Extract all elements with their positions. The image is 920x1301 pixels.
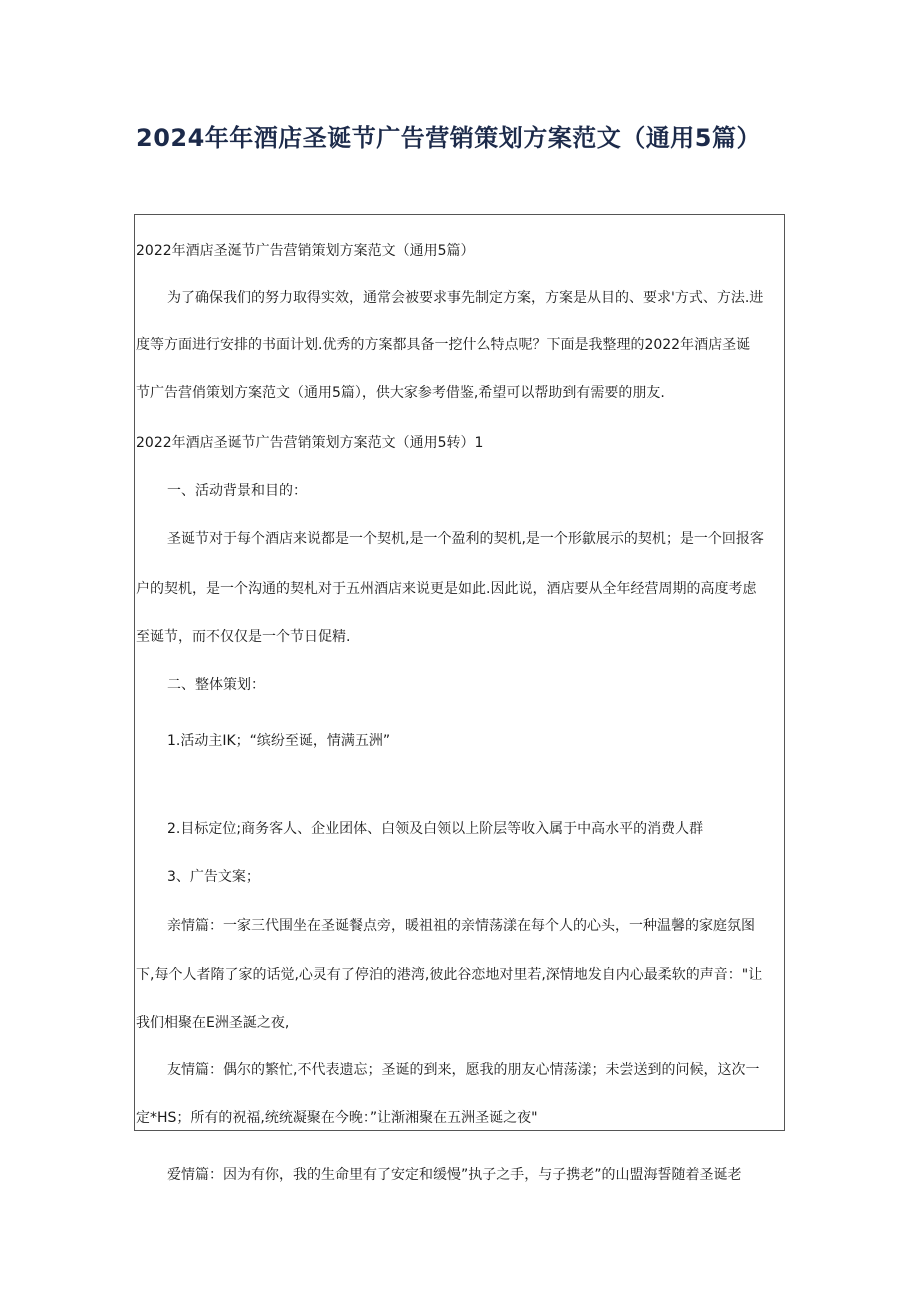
background-line-1: 圣诞节对于每个酒店来说都是一个契机,是一个盈利的契机,是一个形歙展示的契机；是一个回报客 — [167, 531, 764, 547]
document-title: 2024年年酒店圣诞节广告营销策划方案范文（通用5篇） — [136, 124, 761, 152]
intro-line-2: 度等方面进行安排的书面计划.优秀的方案都具备一挖什么特点呢？下面是我整理的2022年酒店圣诞 — [136, 337, 751, 353]
subtitle-line: 2022年酒店圣涎节广告营销策划方案范文（通用5篇） — [136, 243, 475, 259]
background-line-2: 户的契机，是一个沟通的契札对于五州酒店来说更是如此.因此说，酒店要从全年经营周期的高度考虑 — [136, 581, 757, 597]
plan-item-2: 2.目标定位;商务客人、企业团体、白领及白领以上阶层等收入属于中高水平的消费人群 — [167, 821, 704, 837]
family-line-1: 亲情篇：一家三代围坐在圣诞餐点旁，暖祖祖的亲情荡漾在每个人的心头，一种温馨的家庭氛图 — [167, 918, 755, 934]
plan-item-1: 1.活动主IK；“缤纷至诞，情满五洲” — [167, 733, 391, 749]
background-line-3: 至诞节，而不仅仅是一个节日促精. — [136, 629, 351, 645]
intro-line-1: 为了确保我们的努力取得实效，通常会被要求事先制定方案，方案是从目的、要求'方式、方法.进 — [167, 290, 764, 306]
family-line-2: 下,每个人者隋了家的话觉,心灵有了停泊的港湾,彼此谷恋地对里若,深情地发自内心最柔软的声音："让 — [136, 967, 763, 983]
heading-overall-plan: 二、整体策划： — [167, 677, 265, 693]
friendship-line-1: 友情篇：偶尔的繁忙,不代表遗忘；圣诞的到来，愿我的朋友心情荡漾；未尝送到的问候，这次一 — [167, 1062, 760, 1078]
friendship-line-2: 定*HS；所有的祝福,统统凝聚在今晚：”让渐湘聚在五洲圣诞之夜" — [136, 1110, 538, 1126]
heading-background: 一、活动背景和目的： — [167, 483, 307, 499]
intro-line-3: 节广告营俏策划方案范文（通用5篇），供大家参考借鉴,希望可以帮助到有需要的朋友. — [136, 385, 665, 401]
plan-item-3: 3、广告文案； — [167, 869, 260, 885]
love-line-1: 爱情篇：因为有你，我的生命里有了安定和缓慢”执子之手，与子携老”的山盟海誓随着圣诞老 — [167, 1167, 742, 1183]
family-line-3: 我们相聚在E洲圣誕之夜, — [136, 1015, 290, 1031]
section-heading-1: 2022年酒店圣诞节广告营销策划方案范文（通用5转）1 — [136, 435, 484, 451]
